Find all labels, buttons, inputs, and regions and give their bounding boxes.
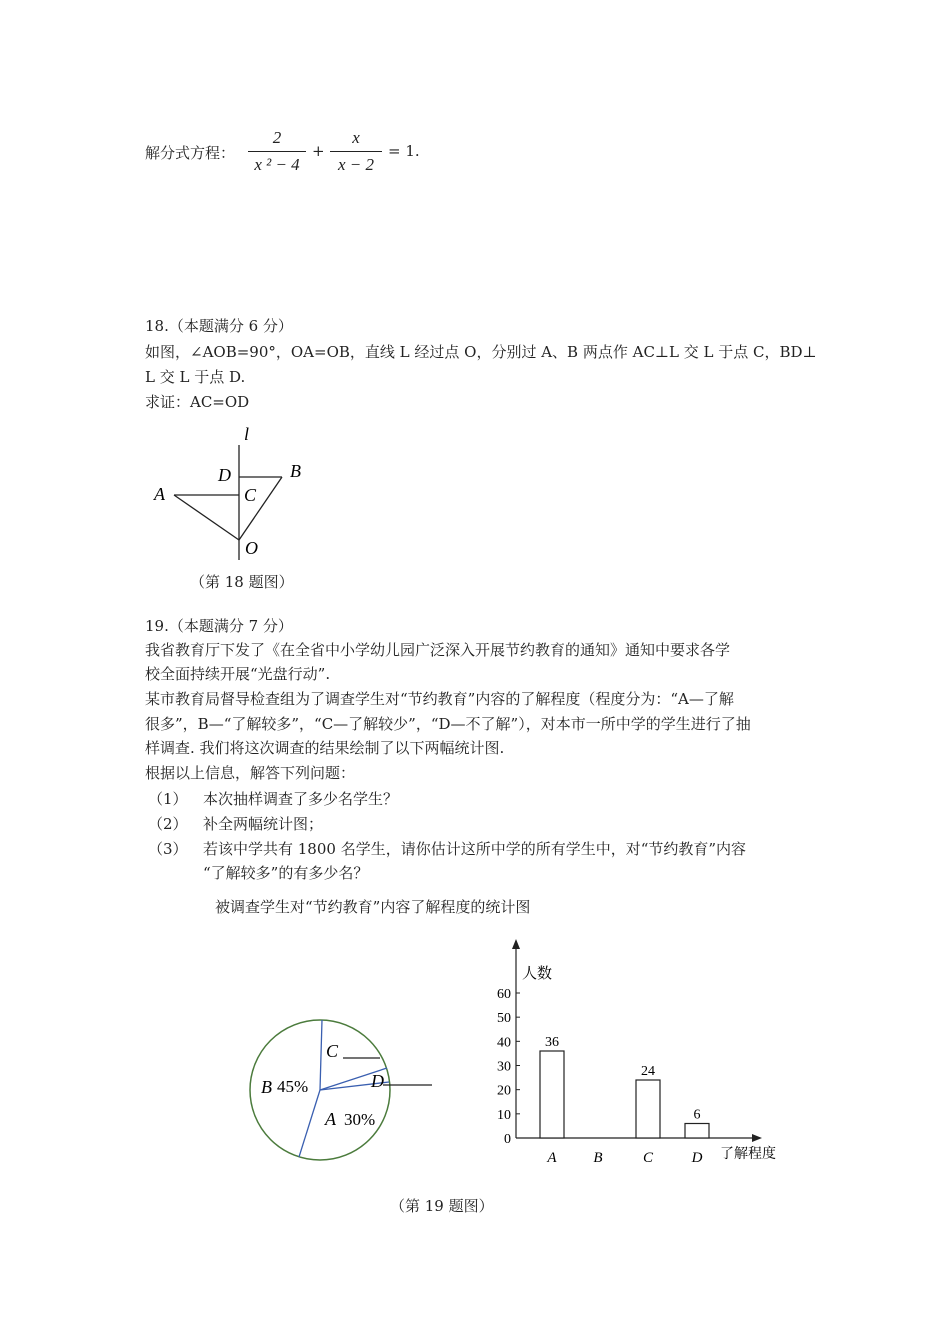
fraction-1-numerator: 2 xyxy=(272,128,282,147)
x-axis-arrow xyxy=(752,1134,762,1142)
pie-label-D: D xyxy=(371,1071,384,1091)
pie-value-B: 45% xyxy=(277,1077,309,1096)
label-B: B xyxy=(290,461,301,481)
item-3-num: （3） xyxy=(148,840,188,858)
fraction-1-denominator: x ² − 4 xyxy=(254,155,300,174)
label-O: O xyxy=(245,538,258,558)
fraction-2-numerator: x xyxy=(352,128,360,147)
x-tick-label-A: A xyxy=(547,1150,557,1166)
bar-A xyxy=(540,1051,564,1138)
label-C: C xyxy=(244,485,257,505)
q19-p2a: 某市教育局督导检查组为了调查学生对“节约教育”内容的了解程度（程度分为：“A—了解 xyxy=(145,690,734,708)
y-tick-label: 10 xyxy=(497,1107,511,1123)
item-3-text: 若该中学共有 1800 名学生，请你估计这所中学的所有学生中，对“节约教育”内容 xyxy=(203,840,747,858)
item-2-num: （2） xyxy=(148,815,188,833)
pie-value-A: 30% xyxy=(344,1110,376,1129)
label-l: l xyxy=(244,424,250,444)
y-axis-label: 人数 xyxy=(522,964,553,982)
q18-line1: 如图，∠AOB=90°，OA=OB，直线 L 经过点 O，分别过 A、B 两点作 AC⊥L 交 L 于点 C，BD⊥ xyxy=(145,343,817,361)
pie-divider-bottom xyxy=(299,1090,320,1157)
y-tick-label: 0 xyxy=(504,1132,511,1147)
q19-caption: （第 19 题图） xyxy=(390,1197,494,1215)
bar-value-label-C: 24 xyxy=(641,1064,655,1079)
q19-p2c: 样调查. 我们将这次调查的结果绘制了以下两幅统计图. xyxy=(145,739,505,757)
y-tick-label: 30 xyxy=(497,1059,511,1075)
q19-p3: 根据以上信息，解答下列问题： xyxy=(145,764,356,782)
pie-label-C: C xyxy=(326,1041,339,1061)
pie-divider-top xyxy=(320,1020,322,1090)
q19-p1a: 我省教育厅下发了《在全省中小学幼儿园广泛深入开展节约教育的通知》通知中要求各学 xyxy=(145,641,731,659)
bar-chart xyxy=(490,935,795,1175)
pie-label-A: A xyxy=(325,1109,336,1129)
x-axis-label: 了解程度 xyxy=(720,1146,776,1162)
bar-D xyxy=(685,1124,709,1139)
y-tick-label: 50 xyxy=(497,1011,511,1027)
pie-chart xyxy=(240,1010,450,1180)
y-tick-label: 60 xyxy=(497,987,511,1002)
pie-label-B: B xyxy=(261,1077,272,1097)
x-tick-label-B: B xyxy=(593,1150,603,1166)
q19-header: 19.（本题满分 7 分） xyxy=(145,617,293,635)
fraction-1 xyxy=(248,128,306,175)
q19-p2b: 很多”，B—“了解较多”，“C—了解较少”，“D—不了解”），对本市一所中学的学生进行了抽 xyxy=(145,715,751,733)
equation-rhs: = 1. xyxy=(388,142,420,160)
item-1-num: （1） xyxy=(148,790,188,808)
item-1-text: 本次抽样调查了多少名学生？ xyxy=(203,790,399,808)
bar-value-label-A: 36 xyxy=(545,1035,559,1050)
fraction-2-denominator: x − 2 xyxy=(337,155,375,174)
q18-line3: 求证：AC=OD xyxy=(145,393,250,411)
q18-header: 18.（本题满分 6 分） xyxy=(145,317,293,335)
item-2-text: 补全两幅统计图； xyxy=(203,815,324,833)
label-D: D xyxy=(218,465,231,485)
item-3-cont: “了解较多”的有多少名？ xyxy=(203,864,369,882)
plus-sign: + xyxy=(312,142,325,160)
x-tick-label-C: C xyxy=(642,1150,654,1166)
y-axis-arrow xyxy=(512,939,520,949)
fraction-2 xyxy=(330,128,382,175)
bar-C xyxy=(636,1080,660,1138)
chart-title: 被调查学生对“节约教育”内容了解程度的统计图 xyxy=(215,898,531,916)
q18-figure xyxy=(140,420,330,565)
q18-line2: L 交 L 于点 D. xyxy=(145,368,246,386)
y-tick-label: 20 xyxy=(497,1083,511,1099)
y-tick-label: 40 xyxy=(497,1035,511,1051)
x-tick-label-D: D xyxy=(691,1150,703,1166)
q19-p1b: 校全面持续开展“光盘行动”. xyxy=(145,665,331,683)
q18-caption: （第 18 题图） xyxy=(190,573,294,591)
q17-prefix: 解分式方程： xyxy=(145,144,236,162)
label-A: A xyxy=(154,484,165,504)
bar-value-label-D: 6 xyxy=(693,1107,701,1123)
